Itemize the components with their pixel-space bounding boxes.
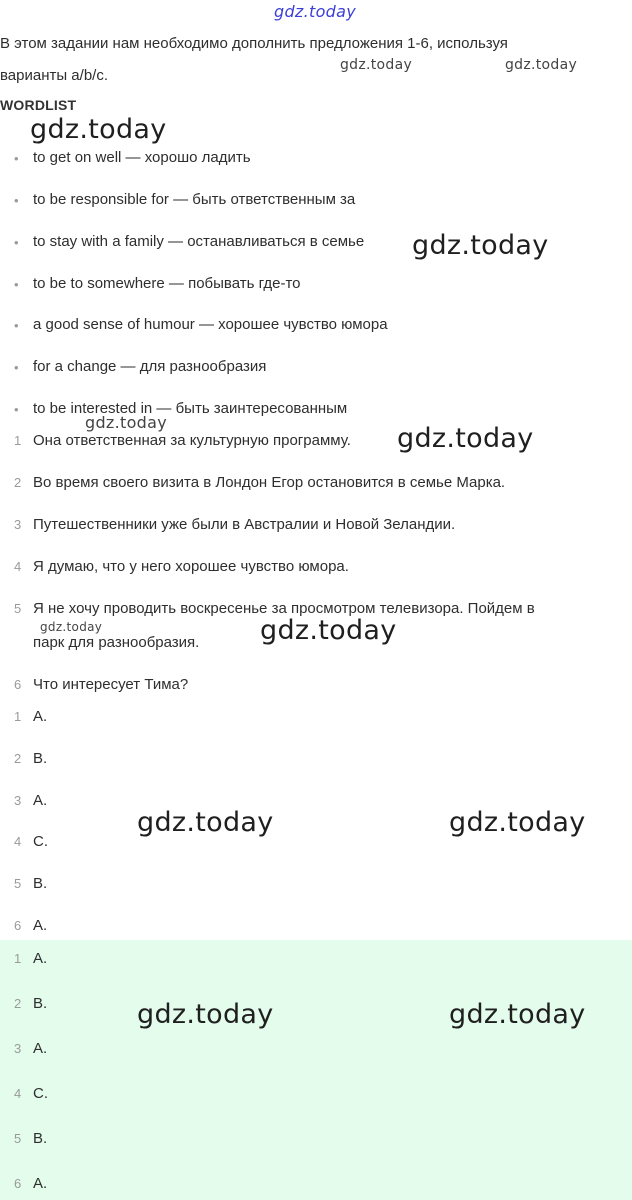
answer-number: 6 (14, 1176, 22, 1191)
answer-text: A. (33, 1175, 48, 1192)
answer-number: 3 (14, 793, 22, 808)
bullet: • (14, 235, 19, 250)
answer-text: A. (33, 1040, 48, 1057)
answer-text: B. (33, 750, 48, 767)
intro-line-2: варианты a/b/c. (0, 67, 108, 84)
answer-text: A. (33, 708, 48, 725)
answers-highlight-panel (0, 940, 632, 1200)
answer-text: A. (33, 792, 48, 809)
sentence-text-continued: парк для разнообразия. (33, 634, 200, 651)
answer-number: 4 (14, 1086, 22, 1101)
watermark: gdz.today (260, 615, 397, 646)
answer-number: 3 (14, 1041, 22, 1056)
sentence-text: Я не хочу проводить воскресенье за просмотром телевизора. Пойдем в (33, 600, 535, 617)
watermark: gdz.today (449, 807, 586, 838)
bullet: • (14, 360, 19, 375)
watermark: gdz.today (505, 57, 578, 73)
watermark: gdz.today (449, 999, 586, 1030)
answer-text: C. (33, 833, 48, 850)
sentence-number: 6 (14, 677, 22, 692)
answer-text: B. (33, 875, 48, 892)
watermark: gdz.today (340, 57, 413, 73)
bullet: • (14, 193, 19, 208)
watermark: gdz.today (40, 620, 103, 634)
wordlist-heading: WORDLIST (0, 97, 77, 113)
wordlist-item: for a change — для разнообразия (33, 358, 267, 375)
wordlist-item: to be interested in — быть заинтересованным (33, 400, 348, 417)
sentence-number: 3 (14, 517, 22, 532)
answer-text: B. (33, 1130, 48, 1147)
sentence-number: 1 (14, 433, 22, 448)
answer-text: C. (33, 1085, 48, 1102)
sentence-text: Она ответственная за культурную программу. (33, 432, 351, 449)
answer-number: 5 (14, 1131, 22, 1146)
answer-number: 1 (14, 709, 22, 724)
answer-number: 4 (14, 834, 22, 849)
bullet: • (14, 151, 19, 166)
watermark: gdz.today (30, 114, 167, 145)
watermark: gdz.today (85, 413, 167, 432)
answer-number: 2 (14, 751, 22, 766)
wordlist-item: to get on well — хорошо ладить (33, 149, 251, 166)
wordlist-item: to be responsible for — быть ответственным за (33, 191, 356, 208)
watermark: gdz.today (274, 2, 356, 21)
sentence-text: Путешественники уже были в Австралии и Новой Зеландии. (33, 516, 456, 533)
watermark: gdz.today (412, 230, 549, 261)
answer-number: 1 (14, 951, 22, 966)
bullet: • (14, 402, 19, 417)
intro-line-1: В этом задании нам необходимо дополнить предложения 1-6, используя (0, 35, 508, 52)
wordlist-item: a good sense of humour — хорошее чувство юмора (33, 316, 388, 333)
watermark: gdz.today (137, 807, 274, 838)
sentence-text: Во время своего визита в Лондон Егор остановится в семье Марка. (33, 474, 506, 491)
bullet: • (14, 277, 19, 292)
answer-text: A. (33, 950, 48, 967)
watermark: gdz.today (397, 423, 534, 454)
sentence-text: Что интересует Тима? (33, 676, 189, 693)
sentence-text: Я думаю, что у него хорошее чувство юмора. (33, 558, 349, 575)
answer-number: 5 (14, 876, 22, 891)
sentence-number: 4 (14, 559, 22, 574)
answer-text: A. (33, 917, 48, 934)
sentence-number: 2 (14, 475, 22, 490)
answer-number: 6 (14, 918, 22, 933)
watermark: gdz.today (137, 999, 274, 1030)
sentence-number: 5 (14, 601, 22, 616)
answer-number: 2 (14, 996, 22, 1011)
wordlist-item: to stay with a family — останавливаться в семье (33, 233, 365, 250)
answer-text: B. (33, 995, 48, 1012)
wordlist-item: to be to somewhere — побывать где-то (33, 275, 301, 292)
bullet: • (14, 318, 19, 333)
